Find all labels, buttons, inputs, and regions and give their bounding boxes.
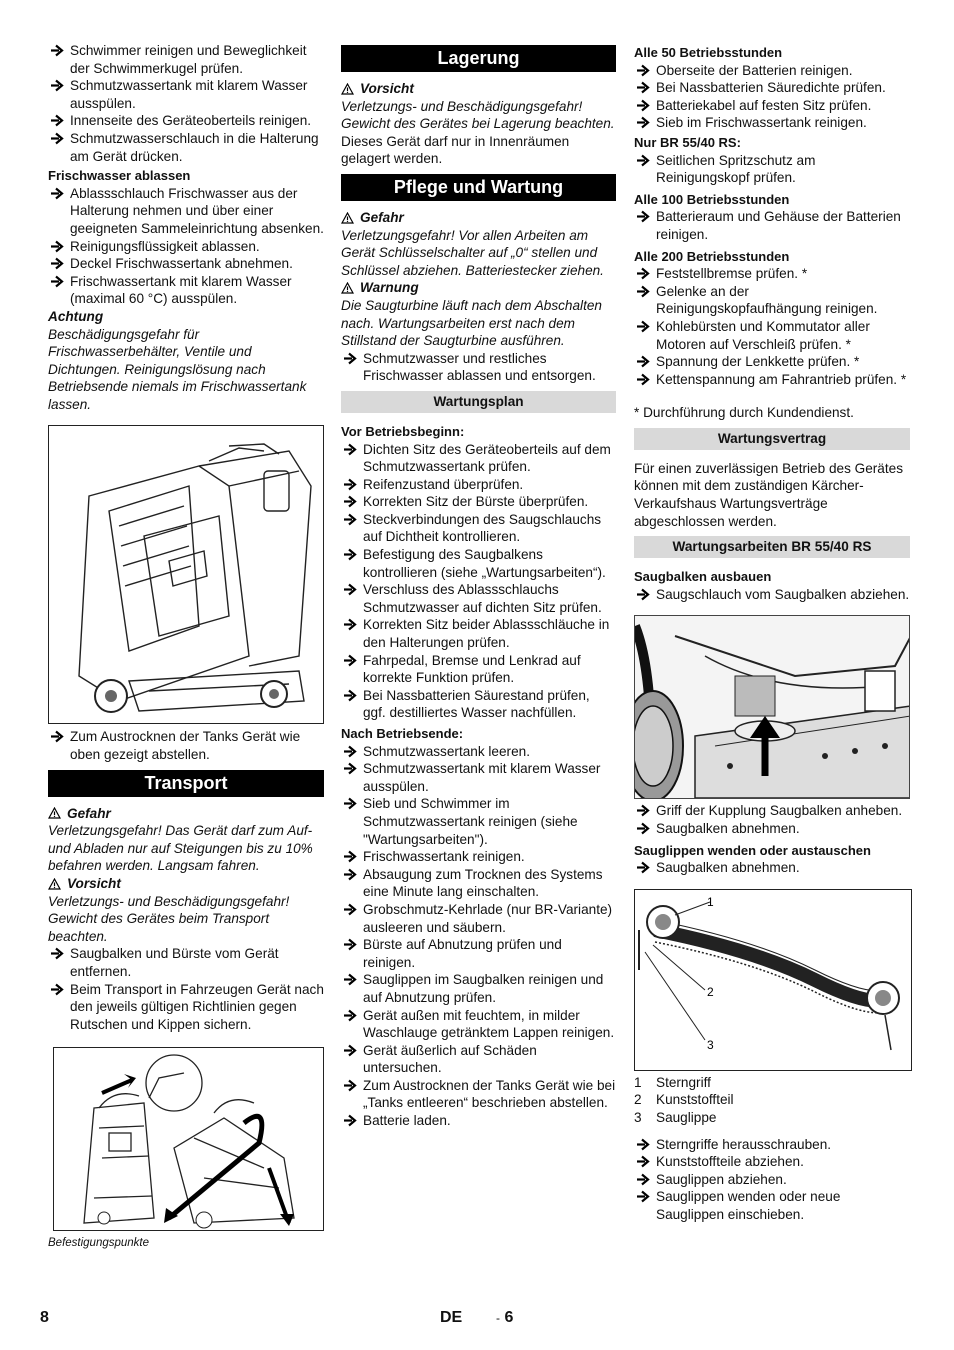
list-lw [634,859,910,877]
wartungsplan-heading: Wartungsplan [341,391,616,413]
figure-saugbalken [634,615,910,799]
list-item-text: Sieb im Frischwassertank reinigen. [656,115,867,131]
list-item-text: Batterie laden. [363,1113,451,1129]
page-number-left: 8 [40,1309,49,1326]
arrow-right-icon [636,859,650,876]
arrow-right-icon [636,820,650,837]
list-item-text: Steckverbindungen des Saugschlauchs auf Dichtheit kontrollieren. [363,511,602,545]
list-item [341,511,616,546]
column-1 [48,42,324,1253]
legend-number: 1 [634,1074,642,1090]
list-item-text: Schwimmer reinigen und Beweglichkeit der Schwimmerkugel prüfen. [70,43,307,76]
list-item [341,546,616,581]
list-item [48,728,324,763]
arrow-right-icon [343,901,357,918]
arrow-right-icon [636,283,650,300]
warnung-label: Warnung [360,280,419,296]
list-vor [341,441,616,723]
list-item-text: Saugbalken abnehmen. [656,821,800,837]
list-item-text: Zum Austrocknen der Tanks Gerät wie oben gezeigt abstellen. [70,729,301,763]
arbeiten-heading: Wartungsarbeiten BR 55/40 RS [634,536,910,558]
vorsicht-label: Vorsicht [67,876,121,892]
arrow-right-icon [636,1188,650,1205]
arrow-right-icon [343,1042,357,1059]
arrow-right-icon [636,97,650,114]
list-item [48,77,324,112]
arrow-right-icon [636,79,650,96]
legend-item [634,1109,910,1127]
list-item [634,1153,910,1171]
lagerung-heading: Lagerung [341,45,616,72]
list-item-text: Kohlebürsten und Kommutator aller Motoren auf Verschleiß prüfen. * [656,318,870,352]
list-item-text: Sieb und Schwimmer im Schmutzwassertank reinigen (siehe "Wartungsarbeiten"). [363,796,578,847]
arrow-right-icon [636,1171,650,1188]
list-nach [341,743,616,1130]
pflege-heading: Pflege und Wartung [341,174,616,201]
list-item-text: Frischwassertank mit klarem Wasser (maximal 60 °C) ausspülen. [70,273,292,307]
arrow-right-icon [343,760,357,777]
list-item-text: Gelenke an der Reinigungskopfaufhängung reinigen. [656,283,878,317]
arrow-right-icon [343,1007,357,1024]
list-item-text: Spannung der Lenkkette prüfen. * [656,354,860,370]
list-item [634,208,910,243]
list-item [48,130,324,165]
arrow-right-icon [636,802,650,819]
list-item-text: Befestigung des Saugbalkens kontrollieren (siehe „Wartungsarbeiten“). [363,547,606,580]
arrow-right-icon [50,273,64,290]
arrow-right-icon [50,185,64,202]
list-item-text: Sauglippen abziehen. [656,1171,787,1187]
vertrag-heading: Wartungsvertrag [634,428,910,450]
arrow-right-icon [636,371,650,388]
list-item-text: Sauglippen im Saugbalken reinigen und auf Abnutzung prüfen. [363,972,604,1005]
list-item [634,283,910,318]
list-item [634,1188,910,1223]
arrow-right-icon [343,743,357,760]
legend-text: Kunststoffteil [656,1092,734,1108]
figure-caption: Befestigungspunkte [48,1237,150,1250]
list-c [48,728,324,763]
figure-parked-machine [48,425,324,724]
vorsicht-text: Verletzungs- und Beschädigungsgefahr! Gewicht des Gerätes beim Transport beachten. [48,893,290,944]
list-item-text: Frischwassertank reinigen. [363,849,525,865]
warning-triangle-icon [341,212,354,224]
list-item [634,1171,910,1189]
list-item-text: Fahrpedal, Bremse und Lenkrad auf korrekte Funktion prüfen. [363,652,581,686]
arrow-right-icon [343,616,357,633]
list-item [341,743,616,761]
list-item [341,848,616,866]
list-item-text: Korrekten Sitz der Bürste überprüfen. [363,494,589,510]
transport-fastening-illustration [54,1048,324,1230]
vorsicht-label: Vorsicht [360,81,414,96]
list-nur [634,152,910,187]
list-item [634,802,910,820]
list-item-text: Reifenzustand überprüfen. [363,476,524,492]
achtung-label: Achtung [48,308,104,324]
list-item-text: Korrekten Sitz beider Ablassschläuche in den Halterungen prüfen. [363,617,610,651]
list-item-text: Schmutzwassertank mit klarem Wasser ausspülen. [70,78,308,111]
list-item-text: Kettenspannung am Fahrantrieb prüfen. * [656,371,907,387]
list-item [341,687,616,722]
arrow-right-icon [50,255,64,272]
list-item-text: Saugbalken und Bürste vom Gerät entfernen. [70,946,279,979]
legend-item [634,1074,910,1092]
list-item [341,581,616,616]
list-item [341,350,616,385]
vorsicht-title [341,80,616,98]
list-item [341,616,616,651]
arrow-right-icon [636,208,650,225]
warning-triangle-icon [48,878,61,890]
arrow-right-icon [636,152,650,169]
list-item-text: Sauglippen wenden oder neue Sauglippen einschieben. [656,1189,841,1222]
list-item [48,238,324,256]
list-item-text: Bei Nassbatterien Säurestand prüfen, ggf. destilliertes Wasser nachfüllen. [363,687,590,721]
list-item [48,42,324,77]
list-item [341,866,616,901]
list-sb [634,586,910,604]
figure-legend [634,1074,910,1127]
list-sb2 [634,802,910,837]
list-item [48,255,324,273]
list-end [634,1136,910,1224]
alle200-title: Alle 200 Betriebsstunden [634,248,790,264]
list-item [48,981,324,1034]
list-item-text: Feststellbremse prüfen. * [656,266,808,282]
page-number-right [496,1309,513,1328]
list-item-text: Zum Austrocknen der Tanks Gerät wie bei „Tanks entleeren“ beschrieben abstellen. [363,1077,616,1111]
arrow-right-icon [343,1112,357,1129]
saugbalken-title: Saugbalken ausbauen [634,569,772,585]
list-item-text: Gerät äußerlich auf Schäden untersuchen. [363,1042,537,1076]
list-item-text: Seitlichen Spritzschutz am Reinigungskopf prüfen. [656,152,816,186]
list-item-text: Saugbalken abnehmen. [656,860,800,876]
alle100-title: Alle 100 Betriebsstunden [634,191,790,207]
arrow-right-icon [343,936,357,953]
list-item [341,901,616,936]
vorsicht-text: Verletzungs- und Beschädigungsgefahr! Gewicht des Gerätes bei Lagerung beachten. [341,98,615,132]
arrow-right-icon [50,981,64,998]
list-item [634,371,910,389]
list-item [634,1136,910,1154]
arrow-right-icon [343,546,357,563]
list-item-text: Dichten Sitz des Geräteoberteils auf dem Schmutzwassertank prüfen. [363,441,611,475]
arrow-right-icon [343,1077,357,1094]
footnote: * Durchführung durch Kundendienst. [634,405,854,421]
list-item-text: Sterngriffe herausschrauben. [656,1136,832,1152]
list-item-text: Saugschlauch vom Saugbalken abziehen. [656,586,910,602]
nach-title: Nach Betriebsende: [341,726,464,741]
list-item-text: Bürste auf Abnutzung prüfen und reinigen. [363,937,562,970]
squeegee-coupling-illustration [635,616,910,798]
list-b [48,185,324,308]
fig-label-3: 3 [707,1037,714,1052]
list-item-text: Batteriekabel auf festen Sitz prüfen. [656,97,872,113]
arrow-right-icon [636,62,650,79]
list-item [634,586,910,604]
arrow-right-icon [343,476,357,493]
list-item [48,185,324,238]
list-item [341,1077,616,1112]
list-a [341,350,616,385]
list-100 [634,208,910,243]
list-item [341,476,616,494]
list-item-text: Grobschmutz-Kehrlade (nur BR-Variante) ausleeren und säubern. [363,901,613,935]
list-item [341,971,616,1006]
list-a [48,42,324,165]
list-item [634,820,910,838]
arrow-right-icon [636,353,650,370]
list-item-text: Schmutzwassertank leeren. [363,743,530,759]
list-item [48,945,324,980]
list-item-text: Gerät außen mit feuchtem, in milder Waschlauge getränktem Lappen reinigen. [363,1007,615,1041]
arrow-right-icon [50,42,64,59]
warning-triangle-icon [341,282,354,294]
list-item-text: Griff der Kupplung Saugbalken anheben. [656,803,903,819]
list-item-text: Innenseite des Geräteoberteils reinigen. [70,113,312,129]
arrow-right-icon [343,493,357,510]
machine-tilted-illustration [49,426,323,723]
arrow-right-icon [343,848,357,865]
transport-heading: Transport [48,770,324,797]
arrow-right-icon [636,1153,650,1170]
achtung-title [48,308,324,326]
achtung-text: Beschädigungsgefahr für Frischwasserbehälter, Ventile und Dichtungen. Reinigungslösung nach Betriebsende niemals im Frischwassertank lassen. [48,326,307,412]
arrow-right-icon [636,586,650,603]
arrow-right-icon [343,687,357,704]
arrow-right-icon [50,238,64,255]
list-item [634,97,910,115]
list-item-text: Batterieraum und Gehäuse der Batterien reinigen. [656,209,901,242]
legend-text: Sauglippe [656,1110,717,1125]
list-item-text: Reinigungsflüssigkeit ablassen. [70,238,260,254]
list-item [634,318,910,353]
vorsicht-title [48,875,324,893]
list-item [341,1112,616,1130]
lagerung-text: Dieses Gerät darf nur in Innenräumen gelagert werden. [341,133,570,167]
gefahr-label: Gefahr [67,805,111,821]
list-item [341,936,616,971]
lippen-title: Sauglippen wenden oder austauschen [634,842,871,858]
nur-title: Nur BR 55/40 RS: [634,134,741,150]
list-item [634,353,910,371]
list-item [48,112,324,130]
arrow-right-icon [343,652,357,669]
list-item [48,273,324,308]
legend-number: 3 [634,1110,642,1125]
language-code: DE [440,1309,463,1326]
warning-triangle-icon [48,807,61,819]
list-item [634,859,910,877]
arrow-right-icon [343,511,357,528]
column-3 [634,42,910,1224]
warnung-title [341,279,616,297]
list-item-text: Bei Nassbatterien Säuredichte prüfen. [656,80,886,96]
list-item-text: Beim Transport in Fahrzeugen Gerät nach den jeweils gültigen Richtlinien gegen Rutschen und Kippen sichern. [70,981,324,1032]
figure-transport [53,1047,324,1231]
warning-triangle-icon [341,83,354,95]
arrow-right-icon [50,112,64,129]
list-item [341,1042,616,1077]
fig-label-2: 2 [707,984,714,999]
vertrag-text: Für einen zuverlässigen Betrieb des Gerätes können mit dem zuständigen Kärcher-Verkaufshaus Wartungsverträge abgeschlossen werden. [634,460,903,529]
arrow-right-icon [636,1136,650,1153]
column-2 [341,42,616,1130]
arrow-right-icon [343,971,357,988]
list-item [634,79,910,97]
legend-text: Sterngriff [656,1074,711,1090]
list-item [341,795,616,848]
list-item-text: Schmutzwassertank mit klarem Wasser ausspülen. [363,761,601,794]
gefahr-title [48,805,324,823]
list-d [48,945,324,1033]
squeegee-parts-illustration [635,890,911,1070]
arrow-right-icon [343,795,357,812]
figure-squeegee [634,889,912,1071]
legend-item [634,1091,910,1109]
list-item [341,441,616,476]
list-item-text: Ablassschlauch Frischwasser aus der Halterung nehmen und über einer geeigneten Sammeleinrichtung absenken. [70,185,324,236]
arrow-right-icon [636,318,650,335]
list-item-text: Schmutzwasser und restliches Frischwasser ablassen und entsorgen. [363,350,596,384]
alle50-title: Alle 50 Betriebsstunden [634,45,783,60]
warnung-text: Die Saugturbine läuft nach dem Abschalten nach. Wartungsarbeiten erst nach dem Stillstand der Saugturbine ausführen. [341,297,602,349]
list-item [341,652,616,687]
arrow-right-icon [50,130,64,147]
arrow-right-icon [50,77,64,94]
list-item [341,1007,616,1042]
list-item [634,152,910,187]
legend-number: 2 [634,1092,642,1108]
gefahr-text: Verletzungsgefahr! Das Gerät darf zum Auf- und Abladen nur auf Steigungen bis zu 10% befahren werden. Langsam fahren. [48,823,313,874]
gefahr-label: Gefahr [360,209,404,225]
frischwasser-title: Frischwasser ablassen [48,168,191,184]
fig-label-1: 1 [707,894,714,909]
list-item-text: Verschluss des Ablassschlauchs Schmutzwasser auf dichten Sitz prüfen. [363,582,602,615]
arrow-right-icon [50,728,64,745]
list-item-text: Kunststoffteile abziehen. [656,1154,804,1170]
arrow-right-icon [343,350,357,367]
gefahr-title [341,209,616,227]
arrow-right-icon [636,114,650,131]
list-item [634,62,910,80]
vor-title: Vor Betriebsbeginn: [341,423,465,439]
list-item [341,760,616,795]
arrow-right-icon [343,866,357,883]
list-200 [634,265,910,388]
list-item-text: Deckel Frischwassertank abnehmen. [70,256,293,272]
list-50 [634,62,910,132]
list-item [634,114,910,132]
list-item [341,493,616,511]
gefahr-text: Verletzungsgefahr! Vor allen Arbeiten am Gerät Schlüsselschalter auf „0“ stellen und Schlüssel abziehen. Batteriestecker ziehen. [341,227,604,278]
arrow-right-icon [343,441,357,458]
list-item-text: Oberseite der Batterien reinigen. [656,62,853,78]
arrow-right-icon [636,265,650,282]
page-dash: - [496,1311,500,1325]
list-item-text: Schmutzwasserschlauch in die Halterung am Gerät drücken. [70,130,319,164]
page-number-right-value: 6 [504,1309,514,1326]
list-item-text: Absaugung zum Trocknen des Systems eine Minute lang einschalten. [363,866,603,900]
list-item [634,265,910,283]
arrow-right-icon [343,581,357,598]
arrow-right-icon [50,945,64,962]
